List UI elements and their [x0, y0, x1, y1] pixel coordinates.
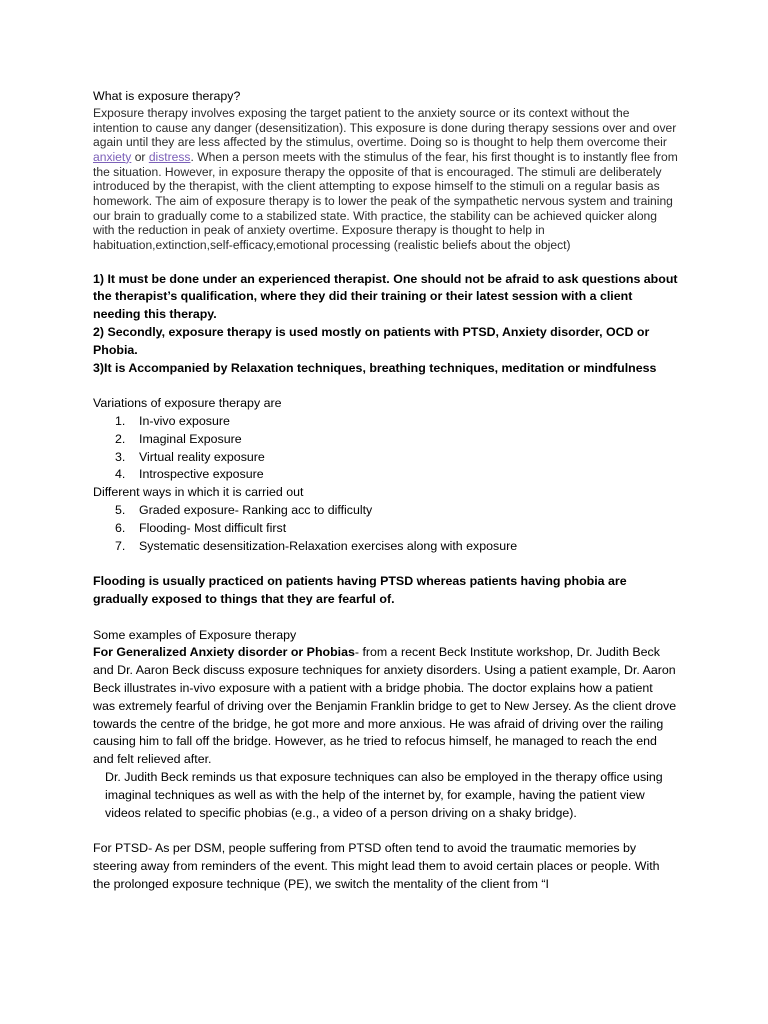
intro-text-1: Exposure therapy involves exposing the target patient to the anxiety source or its context without the intention to cause any danger (desensitization). This exposure is done during therapy sessions over and over again until they are less affected by the stimulus, overtime. Doing so is thought to help them overcome their: [93, 105, 677, 150]
gad-body: - from a recent Beck Institute workshop, Dr. Judith Beck and Dr. Aaron Beck discuss exposure techniques for anxiety disorders. Using a patient example, Dr. Aaron Beck illustrates in-vivo exposure with a patient with a bridge phobia. The doctor explains how a patient was extremely fearful of driving over the Benjamin Franklin bridge to get to New Jersey. As the client drove towards the centre of the bridge, he got more and more anxious. He was afraid of driving over the railing causing him to fall off the bridge. However, as he tried to refocus himself, he managed to reach the end and felt relieved after.: [93, 645, 677, 767]
ways-heading: Different ways in which it is carried out: [93, 485, 304, 500]
flooding-note: Flooding is usually practiced on patients having PTSD whereas patients having phobia are gradually exposed to things that they are fearful of.: [93, 574, 627, 606]
point-2: 2) Secondly, exposure therapy is used mostly on patients with PTSD, Anxiety disorder, OCD or Phobia.: [93, 325, 650, 357]
point-3: 3)It is Accompanied by Relaxation techniques, breathing techniques, meditation or mindfulness: [93, 360, 657, 375]
gad-lead: For Generalized Anxiety disorder or Phobias: [93, 645, 355, 660]
intro-text-or: or: [131, 149, 149, 164]
variations-heading: Variations of exposure therapy are: [93, 396, 282, 411]
list-item: 7. Systematic desensitization-Relaxation exercises along with exposure: [115, 538, 518, 553]
examples-heading: Some examples of Exposure therapy: [93, 627, 297, 642]
judith-paragraph: Dr. Judith Beck reminds us that exposure techniques can also be employed in the therapy office using imaginal techniques as well as with the help of the internet by, for example, having the patient view videos related to specific phobias (e.g., a video of a person driving on a shaky bridge).: [105, 769, 663, 820]
document-page: [93, 88, 678, 894]
list-item: 3. Virtual reality exposure: [115, 449, 265, 464]
point-1: 1) It must be done under an experienced therapist. One should not be afraid to ask questions about the therapist’s qualification, where they did their training or their latest session with a client needing this therapy.: [93, 271, 678, 322]
ways-list: [93, 502, 678, 555]
gad-paragraph: [93, 644, 678, 769]
intro-paragraph: [93, 106, 678, 253]
list-item: 6. Flooding- Most difficult first: [115, 520, 287, 535]
distress-link[interactable]: distress: [148, 149, 191, 164]
section-title: What is exposure therapy?: [93, 89, 241, 103]
list-item: 2. Imaginal Exposure: [115, 431, 242, 446]
list-item: 1. In-vivo exposure: [115, 414, 230, 428]
intro-text-2: . When a person meets with the stimulus of the fear, his first thought is to instantly flee from the situation. However, in exposure therapy the opposite of that is encouraged. The stimuli are deliberately introduced by the therapist, with the client attempting to expose himself to the stimuli on a regular basis as homework. The aim of exposure therapy is to lower the peak of the sympathetic nervous system and training our brain to gradually come to a stabilized state. With practice, the stability can be achieved quicker along with the reduction in peak of anxiety overtime. Exposure therapy is thought to help in habituation,extinction,self-efficacy,emotional processing (realistic beliefs about the object): [93, 149, 678, 253]
list-item: 5. Graded exposure- Ranking acc to difficulty: [115, 502, 373, 517]
list-item: 4. Introspective exposure: [115, 467, 264, 482]
anxiety-link[interactable]: anxiety: [93, 149, 132, 164]
variations-list: [93, 413, 678, 484]
ptsd-paragraph: For PTSD- As per DSM, people suffering from PTSD often tend to avoid the traumatic memories by steering away from reminders of the event. This might lead them to avoid certain places or people. With the prolonged exposure technique (PE), we switch the mentality of the client from “I: [93, 841, 660, 891]
